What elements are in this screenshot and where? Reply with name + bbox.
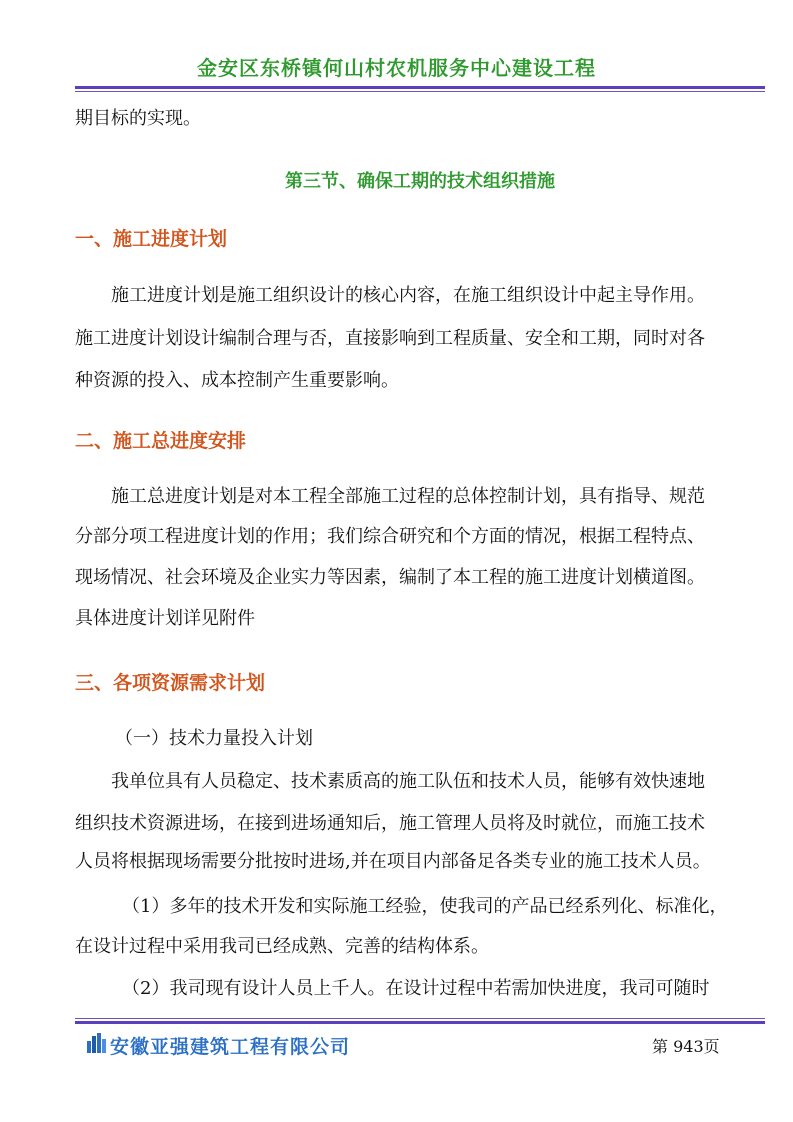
paragraph-line: 分部分项工程进度计划的作用；我们综合研究和个方面的情况，根据工程特点、: [75, 526, 705, 547]
paragraph-line: 人员将根据现场需要分批按时进场,并在项目内部备足各类专业的施工技术人员。: [75, 851, 711, 872]
paragraph-line: 施工进度计划设计编制合理与否，直接影响到工程质量、安全和工期，同时对各: [75, 328, 705, 349]
footer-rule: [75, 1018, 765, 1024]
paragraph-line: 种资源的投入、成本控制产生重要影响。: [75, 370, 399, 391]
heading-2: 二、施工总进度安排: [75, 430, 247, 452]
header-title: 金安区东桥镇何山村农机服务中心建设工程: [197, 56, 596, 80]
paragraph-line: （2）我司现有设计人员上千人。在设计过程中若需加快进度，我司可随时: [122, 978, 710, 999]
paragraph-line: 现场情况、社会环境及企业实力等因素，编制了本工程的施工进度计划横道图。: [75, 567, 705, 588]
paragraph-line: 具体进度计划详见附件: [75, 608, 255, 629]
page-number: 第 943页: [652, 1037, 720, 1056]
header-rule: [75, 86, 765, 92]
paragraph-line: 在设计过程中采用我司已经成熟、完善的结构体系。: [75, 936, 489, 957]
paragraph-line: 组织技术资源进场，在接到进场通知后，施工管理人员将及时就位，而施工技术: [75, 813, 705, 834]
subheading: （一）技术力量投入计划: [115, 728, 313, 749]
paragraph-line: 我单位具有人员稳定、技术素质高的施工队伍和技术人员，能够有效快速地: [111, 771, 705, 792]
section-title: 第三节、确保工期的技术组织措施: [285, 171, 555, 192]
paragraph-line: （1）多年的技术开发和实际施工经验，使我司的产品已经系列化、标准化，: [122, 896, 728, 917]
footer-company-name: 安徽亚强建筑工程有限公司: [110, 1036, 351, 1058]
paragraph-line: 施工总进度计划是对本工程全部施工过程的总体控制计划，具有指导、规范: [111, 486, 705, 507]
heading-3: 三、各项资源需求计划: [75, 672, 266, 694]
paragraph-line: 施工进度计划是施工组织设计的核心内容，在施工组织设计中起主导作用。: [111, 285, 705, 306]
building-logo-icon: [86, 1033, 108, 1053]
continuation-text: 期目标的实现。: [75, 108, 201, 129]
heading-1: 一、施工进度计划: [75, 228, 228, 250]
